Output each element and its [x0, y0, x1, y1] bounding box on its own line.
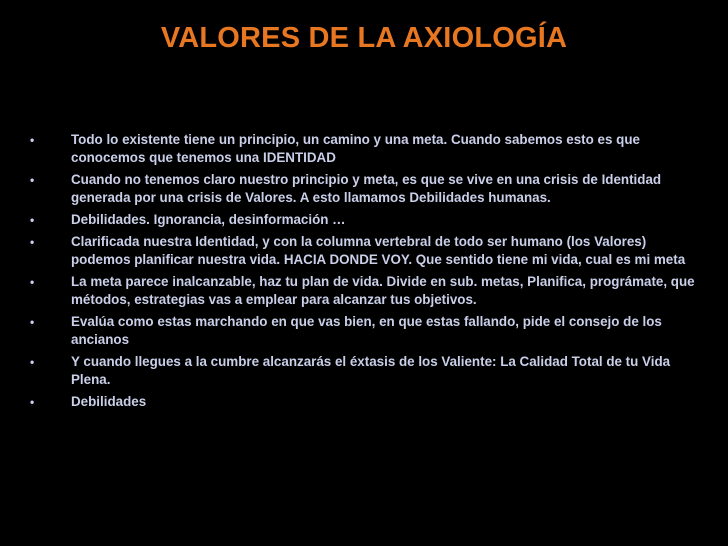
bullet-text: Cuando no tenemos claro nuestro principio y meta, es que se vive en una crisis de Identidad generada por una crisis de Valores. A esto llamamos Debilidades humanas. [71, 172, 662, 205]
bullet-item [30, 273, 700, 309]
bullet-item [30, 211, 700, 229]
bullet-icon: • [30, 395, 35, 409]
bullet-icon: • [30, 275, 35, 289]
bullet-item [30, 171, 700, 207]
bullet-icon: • [30, 133, 35, 147]
bullet-icon: • [30, 355, 35, 369]
slide-title: VALORES DE LA AXIOLOGÍA [160, 22, 568, 54]
bullet-icon: • [30, 173, 35, 187]
bullet-item [30, 233, 700, 269]
bullet-item [30, 353, 700, 389]
bullet-text: La meta parece inalcanzable, haz tu plan de vida. Divide en sub. metas, Planifica, prográmate, que métodos, estrategias vas a emplear para alcanzar tus objetivos. [71, 274, 695, 307]
bullet-item [30, 393, 700, 411]
bullet-icon: • [30, 235, 35, 249]
bullet-icon: • [30, 315, 35, 329]
bullet-list [30, 131, 700, 415]
bullet-text: Y cuando llegues a la cumbre alcanzarás el éxtasis de los Valiente: La Calidad Total de tu Vida Plena. [71, 354, 671, 387]
bullet-text: Todo lo existente tiene un principio, un camino y una meta. Cuando sabemos esto es que conocemos que tenemos una IDENTIDAD [71, 132, 640, 165]
bullet-text: Clarificada nuestra Identidad, y con la columna vertebral de todo ser humano (los Valores) podemos planificar nuestra vida. HACIA DONDE VOY. Que sentido tiene mi vida, cual es mi meta [71, 234, 686, 267]
bullet-icon: • [30, 213, 35, 227]
bullet-text: Evalúa como estas marchando en que vas bien, en que estas fallando, pide el consejo de los ancianos [71, 314, 662, 347]
bullet-text: Debilidades [71, 394, 147, 409]
bullet-item [30, 313, 700, 349]
bullet-item [30, 131, 700, 167]
bullet-text: Debilidades. Ignorancia, desinformación … [71, 212, 346, 227]
